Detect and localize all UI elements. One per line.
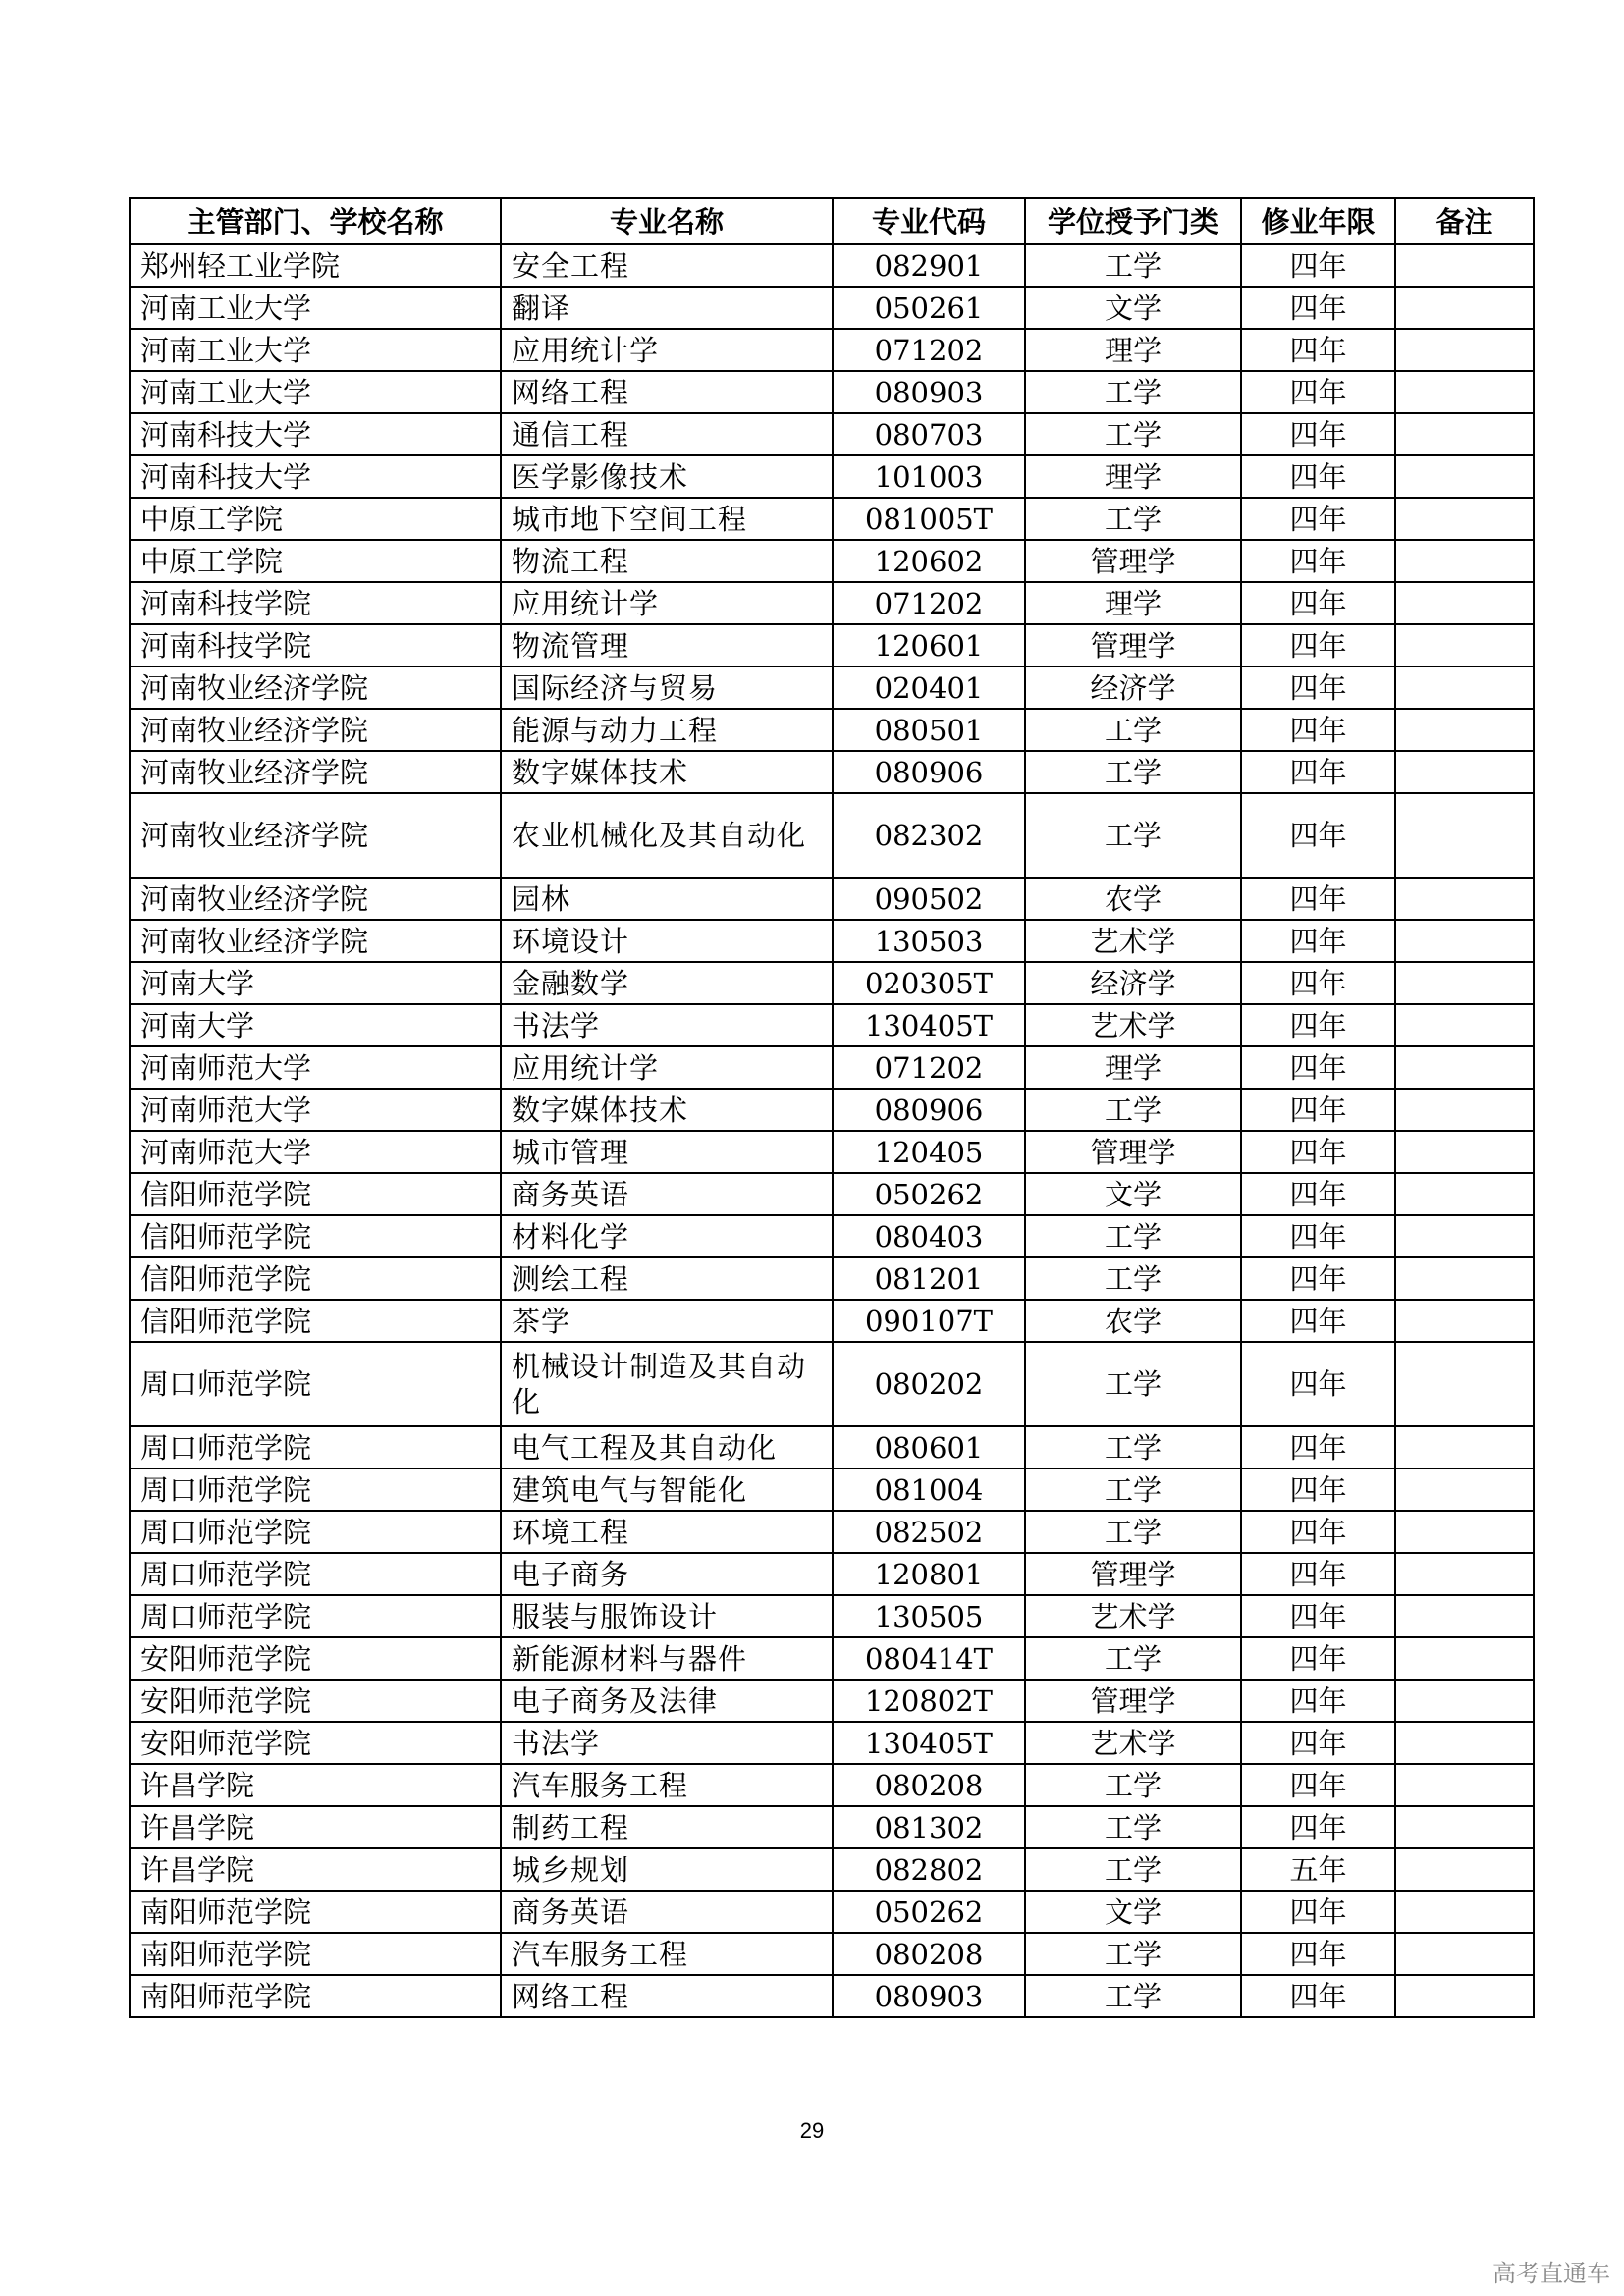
duration-cell: 四年 <box>1241 1806 1395 1848</box>
notes-cell <box>1395 1046 1534 1089</box>
code-cell: 071202 <box>833 582 1025 624</box>
degree-cell: 工学 <box>1025 1933 1241 1975</box>
major-cell: 书法学 <box>501 1722 833 1764</box>
duration-cell: 四年 <box>1241 1173 1395 1215</box>
duration-cell: 四年 <box>1241 624 1395 667</box>
code-cell: 080403 <box>833 1215 1025 1257</box>
school-cell: 周口师范学院 <box>130 1511 501 1553</box>
degree-cell: 文学 <box>1025 1173 1241 1215</box>
table-row <box>130 1595 1534 1637</box>
school-cell: 南阳师范学院 <box>130 1975 501 2017</box>
school-cell: 信阳师范学院 <box>130 1300 501 1342</box>
degree-cell: 理学 <box>1025 455 1241 498</box>
degree-cell: 工学 <box>1025 1257 1241 1300</box>
table-row <box>130 1342 1534 1426</box>
code-cell: 120602 <box>833 540 1025 582</box>
header-major: 专业名称 <box>501 198 833 244</box>
major-cell: 电子商务 <box>501 1553 833 1595</box>
code-cell: 050262 <box>833 1891 1025 1933</box>
header-code: 专业代码 <box>833 198 1025 244</box>
notes-cell <box>1395 1764 1534 1806</box>
degree-cell: 艺术学 <box>1025 1722 1241 1764</box>
code-cell: 080906 <box>833 1089 1025 1131</box>
major-cell: 城乡规划 <box>501 1848 833 1891</box>
table-row <box>130 413 1534 455</box>
code-cell: 050261 <box>833 287 1025 329</box>
degree-cell: 工学 <box>1025 1511 1241 1553</box>
code-cell: 081201 <box>833 1257 1025 1300</box>
school-cell: 信阳师范学院 <box>130 1173 501 1215</box>
code-cell: 101003 <box>833 455 1025 498</box>
table-row <box>130 709 1534 751</box>
duration-cell: 四年 <box>1241 1215 1395 1257</box>
duration-cell: 四年 <box>1241 667 1395 709</box>
major-cell: 电子商务及法律 <box>501 1680 833 1722</box>
major-cell: 安全工程 <box>501 244 833 287</box>
table-row <box>130 371 1534 413</box>
school-cell: 安阳师范学院 <box>130 1680 501 1722</box>
code-cell: 080501 <box>833 709 1025 751</box>
table-row <box>130 1637 1534 1680</box>
notes-cell <box>1395 1975 1534 2017</box>
notes-cell <box>1395 1468 1534 1511</box>
major-cell: 物流工程 <box>501 540 833 582</box>
major-cell: 茶学 <box>501 1300 833 1342</box>
notes-cell <box>1395 709 1534 751</box>
duration-cell: 四年 <box>1241 793 1395 878</box>
degree-cell: 工学 <box>1025 1764 1241 1806</box>
table-row <box>130 1257 1534 1300</box>
major-cell: 医学影像技术 <box>501 455 833 498</box>
table-row <box>130 667 1534 709</box>
duration-cell: 四年 <box>1241 1975 1395 2017</box>
code-cell: 120802T <box>833 1680 1025 1722</box>
code-cell: 082502 <box>833 1511 1025 1553</box>
degree-cell: 工学 <box>1025 751 1241 793</box>
duration-cell: 四年 <box>1241 287 1395 329</box>
major-cell: 商务英语 <box>501 1891 833 1933</box>
table-row <box>130 540 1534 582</box>
duration-cell: 四年 <box>1241 1004 1395 1046</box>
school-cell: 河南师范大学 <box>130 1131 501 1173</box>
code-cell: 082802 <box>833 1848 1025 1891</box>
school-cell: 河南牧业经济学院 <box>130 878 501 920</box>
duration-cell: 四年 <box>1241 1764 1395 1806</box>
major-cell: 网络工程 <box>501 371 833 413</box>
notes-cell <box>1395 1342 1534 1426</box>
school-cell: 许昌学院 <box>130 1848 501 1891</box>
major-cell: 材料化学 <box>501 1215 833 1257</box>
major-cell: 汽车服务工程 <box>501 1933 833 1975</box>
degree-cell: 工学 <box>1025 1426 1241 1468</box>
school-cell: 安阳师范学院 <box>130 1722 501 1764</box>
degree-cell: 经济学 <box>1025 667 1241 709</box>
degree-cell: 工学 <box>1025 1468 1241 1511</box>
notes-cell <box>1395 1004 1534 1046</box>
duration-cell: 四年 <box>1241 1342 1395 1426</box>
degree-cell: 文学 <box>1025 287 1241 329</box>
degree-cell: 管理学 <box>1025 1131 1241 1173</box>
code-cell: 080601 <box>833 1426 1025 1468</box>
major-cell: 网络工程 <box>501 1975 833 2017</box>
notes-cell <box>1395 1848 1534 1891</box>
duration-cell: 四年 <box>1241 1131 1395 1173</box>
notes-cell <box>1395 1426 1534 1468</box>
table-body <box>130 244 1534 2017</box>
degree-cell: 工学 <box>1025 1806 1241 1848</box>
table-row <box>130 962 1534 1004</box>
degree-cell: 理学 <box>1025 582 1241 624</box>
majors-table <box>129 197 1535 2018</box>
notes-cell <box>1395 498 1534 540</box>
table-header-row <box>130 198 1534 244</box>
duration-cell: 四年 <box>1241 582 1395 624</box>
school-cell: 河南牧业经济学院 <box>130 793 501 878</box>
table-row <box>130 1426 1534 1468</box>
duration-cell: 四年 <box>1241 1426 1395 1468</box>
degree-cell: 文学 <box>1025 1891 1241 1933</box>
major-cell: 新能源材料与器件 <box>501 1637 833 1680</box>
school-cell: 河南牧业经济学院 <box>130 751 501 793</box>
table-row <box>130 1722 1534 1764</box>
table-row <box>130 1468 1534 1511</box>
notes-cell <box>1395 793 1534 878</box>
duration-cell: 四年 <box>1241 1089 1395 1131</box>
table-row <box>130 329 1534 371</box>
notes-cell <box>1395 413 1534 455</box>
table-row <box>130 624 1534 667</box>
duration-cell: 四年 <box>1241 1722 1395 1764</box>
table-row <box>130 287 1534 329</box>
notes-cell <box>1395 624 1534 667</box>
school-cell: 河南工业大学 <box>130 371 501 413</box>
degree-cell: 管理学 <box>1025 540 1241 582</box>
school-cell: 中原工学院 <box>130 498 501 540</box>
major-cell: 服装与服饰设计 <box>501 1595 833 1637</box>
duration-cell: 四年 <box>1241 1933 1395 1975</box>
code-cell: 081004 <box>833 1468 1025 1511</box>
major-cell: 园林 <box>501 878 833 920</box>
major-cell: 测绘工程 <box>501 1257 833 1300</box>
table-row <box>130 1553 1534 1595</box>
table-row <box>130 1848 1534 1891</box>
table-row <box>130 920 1534 962</box>
header-school: 主管部门、学校名称 <box>130 198 501 244</box>
code-cell: 130503 <box>833 920 1025 962</box>
duration-cell: 四年 <box>1241 1553 1395 1595</box>
notes-cell <box>1395 1722 1534 1764</box>
notes-cell <box>1395 1257 1534 1300</box>
code-cell: 130405T <box>833 1004 1025 1046</box>
school-cell: 河南牧业经济学院 <box>130 920 501 962</box>
code-cell: 071202 <box>833 1046 1025 1089</box>
table-row <box>130 1173 1534 1215</box>
code-cell: 080903 <box>833 371 1025 413</box>
degree-cell: 农学 <box>1025 1300 1241 1342</box>
major-cell: 翻译 <box>501 287 833 329</box>
duration-cell: 四年 <box>1241 1046 1395 1089</box>
major-cell: 商务英语 <box>501 1173 833 1215</box>
table-row <box>130 751 1534 793</box>
degree-cell: 工学 <box>1025 1975 1241 2017</box>
table-row <box>130 582 1534 624</box>
code-cell: 081302 <box>833 1806 1025 1848</box>
header-duration: 修业年限 <box>1241 198 1395 244</box>
table-row <box>130 1806 1534 1848</box>
watermark-text: 高考直通车 <box>1492 2260 1610 2287</box>
school-cell: 南阳师范学院 <box>130 1891 501 1933</box>
table-row <box>130 1300 1534 1342</box>
degree-cell: 工学 <box>1025 1215 1241 1257</box>
major-cell: 书法学 <box>501 1004 833 1046</box>
degree-cell: 理学 <box>1025 1046 1241 1089</box>
page-number: 29 <box>799 2118 825 2143</box>
major-cell: 金融数学 <box>501 962 833 1004</box>
major-cell: 农业机械化及其自动化 <box>501 793 833 878</box>
school-cell: 周口师范学院 <box>130 1468 501 1511</box>
degree-cell: 工学 <box>1025 371 1241 413</box>
notes-cell <box>1395 540 1534 582</box>
code-cell: 071202 <box>833 329 1025 371</box>
degree-cell: 工学 <box>1025 793 1241 878</box>
major-cell: 城市地下空间工程 <box>501 498 833 540</box>
degree-cell: 工学 <box>1025 1637 1241 1680</box>
school-cell: 河南师范大学 <box>130 1046 501 1089</box>
degree-cell: 工学 <box>1025 1089 1241 1131</box>
major-cell: 城市管理 <box>501 1131 833 1173</box>
duration-cell: 四年 <box>1241 498 1395 540</box>
school-cell: 河南工业大学 <box>130 329 501 371</box>
notes-cell <box>1395 1131 1534 1173</box>
notes-cell <box>1395 1300 1534 1342</box>
notes-cell <box>1395 329 1534 371</box>
major-cell: 建筑电气与智能化 <box>501 1468 833 1511</box>
notes-cell <box>1395 751 1534 793</box>
degree-cell: 工学 <box>1025 709 1241 751</box>
degree-cell: 工学 <box>1025 413 1241 455</box>
notes-cell <box>1395 962 1534 1004</box>
school-cell: 河南牧业经济学院 <box>130 709 501 751</box>
code-cell: 080202 <box>833 1342 1025 1426</box>
table-row <box>130 1089 1534 1131</box>
school-cell: 安阳师范学院 <box>130 1637 501 1680</box>
table-row <box>130 1511 1534 1553</box>
code-cell: 120405 <box>833 1131 1025 1173</box>
table-row <box>130 498 1534 540</box>
header-notes: 备注 <box>1395 198 1534 244</box>
school-cell: 河南大学 <box>130 962 501 1004</box>
major-cell: 电气工程及其自动化 <box>501 1426 833 1468</box>
degree-cell: 艺术学 <box>1025 1595 1241 1637</box>
code-cell: 120601 <box>833 624 1025 667</box>
school-cell: 郑州轻工业学院 <box>130 244 501 287</box>
code-cell: 080414T <box>833 1637 1025 1680</box>
table-row <box>130 1975 1534 2017</box>
code-cell: 020401 <box>833 667 1025 709</box>
code-cell: 130505 <box>833 1595 1025 1637</box>
major-cell: 汽车服务工程 <box>501 1764 833 1806</box>
notes-cell <box>1395 287 1534 329</box>
degree-cell: 农学 <box>1025 878 1241 920</box>
code-cell: 081005T <box>833 498 1025 540</box>
duration-cell: 四年 <box>1241 1891 1395 1933</box>
duration-cell: 四年 <box>1241 329 1395 371</box>
school-cell: 河南科技学院 <box>130 582 501 624</box>
code-cell: 090107T <box>833 1300 1025 1342</box>
notes-cell <box>1395 1637 1534 1680</box>
duration-cell: 四年 <box>1241 455 1395 498</box>
school-cell: 周口师范学院 <box>130 1553 501 1595</box>
notes-cell <box>1395 1553 1534 1595</box>
duration-cell: 四年 <box>1241 371 1395 413</box>
major-cell: 制药工程 <box>501 1806 833 1848</box>
major-cell: 机械设计制造及其自动化 <box>501 1342 833 1426</box>
table-row <box>130 1764 1534 1806</box>
code-cell: 082302 <box>833 793 1025 878</box>
school-cell: 中原工学院 <box>130 540 501 582</box>
code-cell: 080208 <box>833 1764 1025 1806</box>
school-cell: 河南师范大学 <box>130 1089 501 1131</box>
duration-cell: 四年 <box>1241 1595 1395 1637</box>
code-cell: 090502 <box>833 878 1025 920</box>
school-cell: 河南科技大学 <box>130 455 501 498</box>
major-cell: 环境工程 <box>501 1511 833 1553</box>
notes-cell <box>1395 1891 1534 1933</box>
table-row <box>130 1933 1534 1975</box>
major-cell: 应用统计学 <box>501 1046 833 1089</box>
code-cell: 130405T <box>833 1722 1025 1764</box>
notes-cell <box>1395 1933 1534 1975</box>
notes-cell <box>1395 244 1534 287</box>
duration-cell: 四年 <box>1241 413 1395 455</box>
duration-cell: 四年 <box>1241 920 1395 962</box>
school-cell: 许昌学院 <box>130 1806 501 1848</box>
major-cell: 应用统计学 <box>501 582 833 624</box>
duration-cell: 四年 <box>1241 878 1395 920</box>
school-cell: 河南牧业经济学院 <box>130 667 501 709</box>
major-cell: 数字媒体技术 <box>501 751 833 793</box>
duration-cell: 四年 <box>1241 1511 1395 1553</box>
school-cell: 河南科技学院 <box>130 624 501 667</box>
degree-cell: 管理学 <box>1025 1680 1241 1722</box>
duration-cell: 四年 <box>1241 540 1395 582</box>
degree-cell: 理学 <box>1025 329 1241 371</box>
notes-cell <box>1395 1511 1534 1553</box>
school-cell: 许昌学院 <box>130 1764 501 1806</box>
notes-cell <box>1395 667 1534 709</box>
table-row <box>130 1680 1534 1722</box>
notes-cell <box>1395 1089 1534 1131</box>
duration-cell: 四年 <box>1241 1680 1395 1722</box>
degree-cell: 经济学 <box>1025 962 1241 1004</box>
major-cell: 环境设计 <box>501 920 833 962</box>
code-cell: 080906 <box>833 751 1025 793</box>
major-cell: 通信工程 <box>501 413 833 455</box>
header-degree: 学位授予门类 <box>1025 198 1241 244</box>
degree-cell: 工学 <box>1025 498 1241 540</box>
notes-cell <box>1395 1173 1534 1215</box>
code-cell: 020305T <box>833 962 1025 1004</box>
notes-cell <box>1395 878 1534 920</box>
degree-cell: 管理学 <box>1025 1553 1241 1595</box>
code-cell: 080703 <box>833 413 1025 455</box>
table-row <box>130 1046 1534 1089</box>
degree-cell: 工学 <box>1025 1848 1241 1891</box>
school-cell: 河南科技大学 <box>130 413 501 455</box>
code-cell: 080208 <box>833 1933 1025 1975</box>
duration-cell: 五年 <box>1241 1848 1395 1891</box>
duration-cell: 四年 <box>1241 751 1395 793</box>
major-cell: 应用统计学 <box>501 329 833 371</box>
code-cell: 080903 <box>833 1975 1025 2017</box>
table-row <box>130 1004 1534 1046</box>
major-cell: 能源与动力工程 <box>501 709 833 751</box>
duration-cell: 四年 <box>1241 1637 1395 1680</box>
duration-cell: 四年 <box>1241 962 1395 1004</box>
notes-cell <box>1395 920 1534 962</box>
school-cell: 周口师范学院 <box>130 1595 501 1637</box>
code-cell: 050262 <box>833 1173 1025 1215</box>
major-cell: 物流管理 <box>501 624 833 667</box>
majors-table-container <box>129 197 1533 2018</box>
degree-cell: 管理学 <box>1025 624 1241 667</box>
degree-cell: 工学 <box>1025 1342 1241 1426</box>
school-cell: 河南大学 <box>130 1004 501 1046</box>
school-cell: 信阳师范学院 <box>130 1215 501 1257</box>
school-cell: 信阳师范学院 <box>130 1257 501 1300</box>
table-row <box>130 1215 1534 1257</box>
duration-cell: 四年 <box>1241 1468 1395 1511</box>
table-row <box>130 1131 1534 1173</box>
duration-cell: 四年 <box>1241 1300 1395 1342</box>
school-cell: 周口师范学院 <box>130 1342 501 1426</box>
duration-cell: 四年 <box>1241 709 1395 751</box>
school-cell: 南阳师范学院 <box>130 1933 501 1975</box>
school-cell: 河南工业大学 <box>130 287 501 329</box>
degree-cell: 艺术学 <box>1025 1004 1241 1046</box>
code-cell: 082901 <box>833 244 1025 287</box>
major-cell: 国际经济与贸易 <box>501 667 833 709</box>
notes-cell <box>1395 582 1534 624</box>
notes-cell <box>1395 1595 1534 1637</box>
table-row <box>130 1891 1534 1933</box>
duration-cell: 四年 <box>1241 1257 1395 1300</box>
notes-cell <box>1395 371 1534 413</box>
table-row <box>130 455 1534 498</box>
table-row <box>130 244 1534 287</box>
major-cell: 数字媒体技术 <box>501 1089 833 1131</box>
notes-cell <box>1395 455 1534 498</box>
code-cell: 120801 <box>833 1553 1025 1595</box>
degree-cell: 艺术学 <box>1025 920 1241 962</box>
degree-cell: 工学 <box>1025 244 1241 287</box>
notes-cell <box>1395 1680 1534 1722</box>
notes-cell <box>1395 1806 1534 1848</box>
notes-cell <box>1395 1215 1534 1257</box>
table-row <box>130 878 1534 920</box>
duration-cell: 四年 <box>1241 244 1395 287</box>
school-cell: 周口师范学院 <box>130 1426 501 1468</box>
table-row <box>130 793 1534 878</box>
